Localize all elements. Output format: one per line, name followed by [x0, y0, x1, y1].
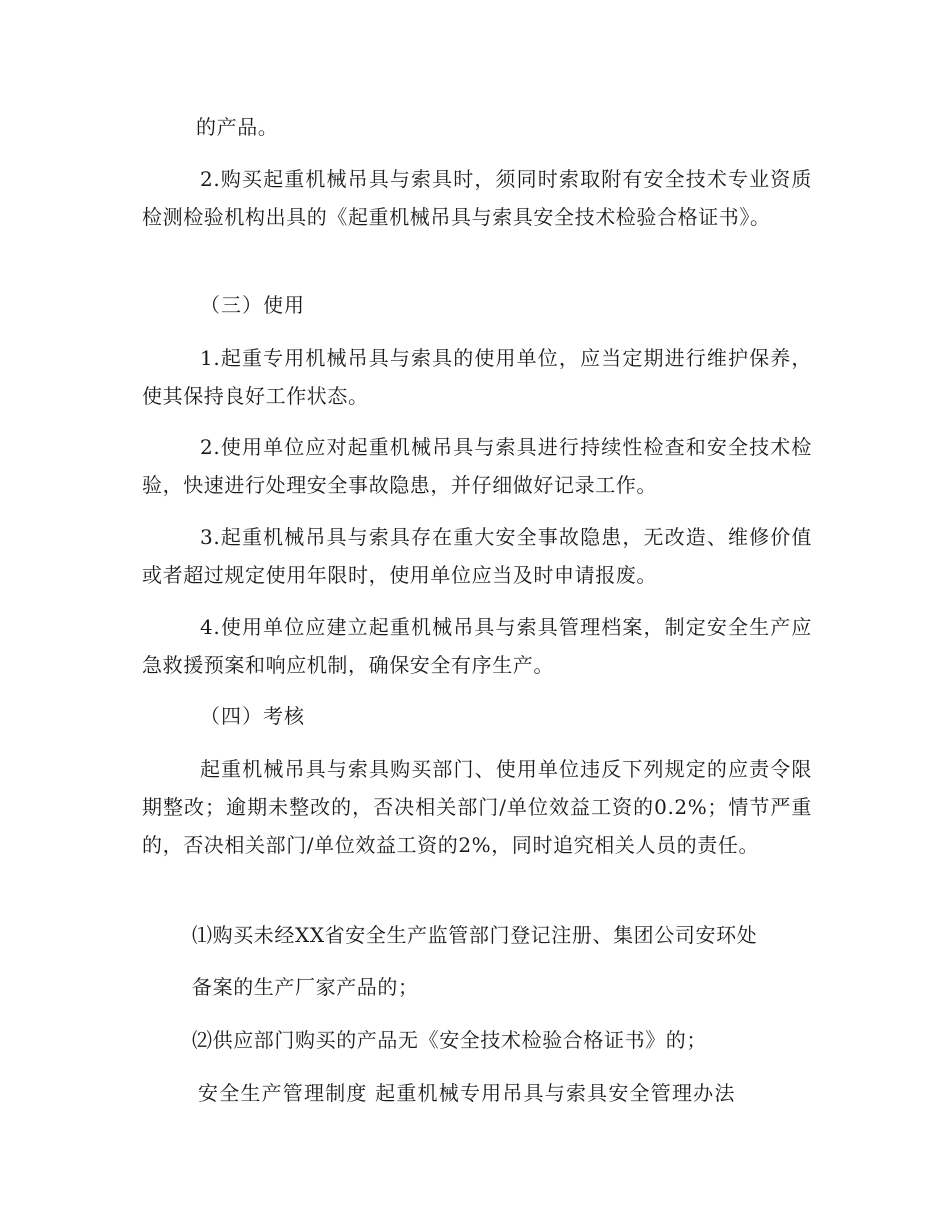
- continuation-text: 的产品。: [196, 115, 279, 139]
- use-paragraph-3: 3.起重机械吊具与索具存在重大安全事故隐患，无改造、维修价值或者超过规定使用年限时，使用单位应当及时申请报废。: [142, 525, 812, 587]
- document-footer-title: 安全生产管理制度 起重机械专用吊具与索具安全管理办法: [198, 1081, 736, 1105]
- use-paragraph-4: 4.使用单位应建立起重机械吊具与索具管理档案，制定安全生产应急救援预案和响应机制，确保安全有序生产。: [142, 615, 812, 677]
- section-heading-assessment: （四）考核: [200, 704, 305, 728]
- assessment-intro-paragraph: 起重机械吊具与索具购买部门、使用单位违反下列规定的应责令限期整改；逾期未整改的，否决相关部门/单位效益工资的0.2%；情节严重的，否决相关部门/单位效益工资的2%，同时追究相关人员的责任。: [142, 757, 812, 857]
- assessment-item-2: ⑵供应部门购买的产品无《安全技术检验合格证书》的；: [192, 1028, 707, 1052]
- use-paragraph-1: 1.起重专用机械吊具与索具的使用单位，应当定期进行维护保养，使其保持良好工作状态。: [142, 346, 812, 408]
- use-paragraph-2: 2.使用单位应对起重机械吊具与索具进行持续性检查和安全技术检验，快速进行处理安全事故隐患，并仔细做好记录工作。: [142, 435, 812, 497]
- purchase-paragraph-2: 2.购买起重机械吊具与索具时，须同时索取附有安全技术专业资质检测检验机构出具的《起重机械吊具与索具安全技术检验合格证书》。: [142, 167, 812, 229]
- assessment-item-1-line-2: 备案的生产厂家产品的；: [192, 975, 419, 999]
- section-heading-use: （三）使用: [200, 293, 305, 317]
- assessment-item-1-line-1: ⑴购买未经XX省安全生产监管部门登记注册、集团公司安环处: [192, 923, 758, 947]
